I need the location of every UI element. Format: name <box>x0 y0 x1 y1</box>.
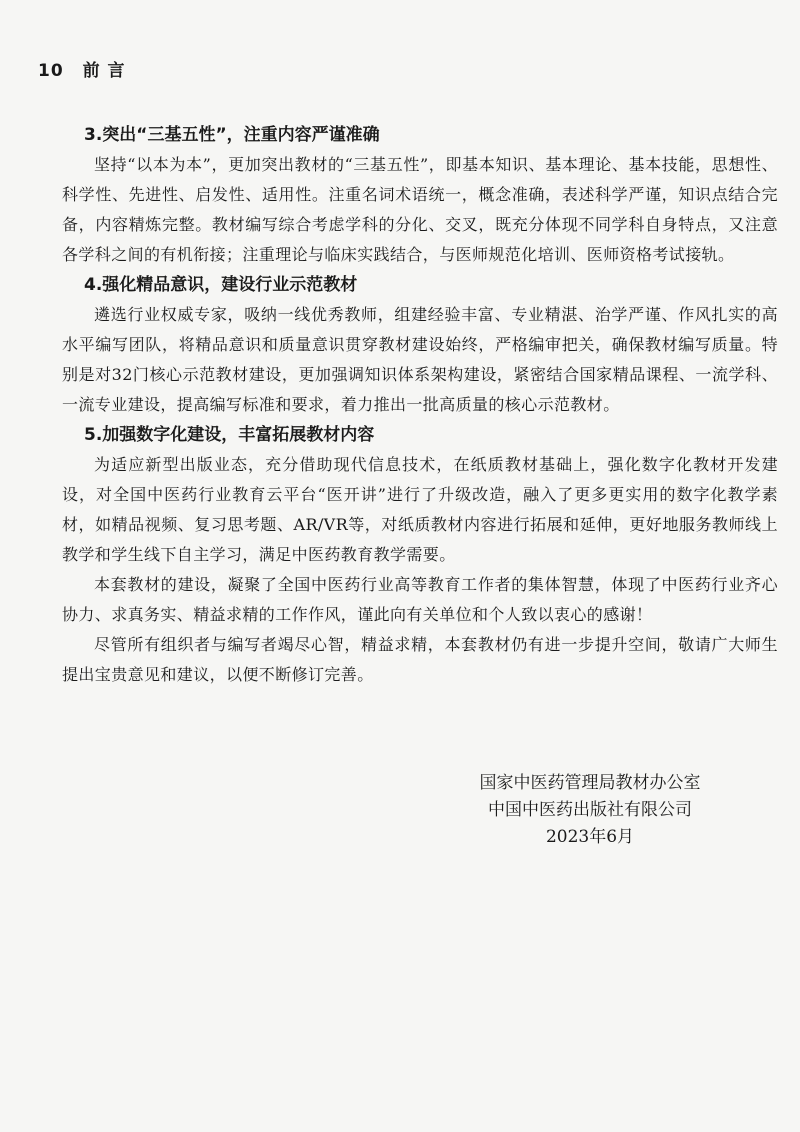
section-heading: 3.突出“三基五性”，注重内容严谨准确 <box>84 125 380 145</box>
paragraph: 尽管所有组织者与编写者竭尽心智，精益求精，本套教材仍有进一步提升空间，敬请广大师生提出宝贵意见和建议，以便不断修订完善。 <box>62 635 778 684</box>
signature-org-2: 中国中医药出版社有限公司 <box>488 800 692 820</box>
section-heading: 5.加强数字化建设，丰富拓展教材内容 <box>84 425 375 445</box>
page-header <box>38 56 126 81</box>
signature-date: 2023年6月 <box>545 827 635 847</box>
section-5 <box>62 420 778 690</box>
paragraph: 本套教材的建设，凝聚了全国中医药行业高等教育工作者的集体智慧，体现了中医药行业齐心协力、求真务实、精益求精的工作作风，谨此向有关单位和个人致以衷心的感谢！ <box>62 575 778 624</box>
paragraph: 遴选行业权威专家，吸纳一线优秀教师，组建经验丰富、专业精湛、治学严谨、作风扎实的高水平编写团队，将精品意识和质量意识贯穿教材建设始终，严格编审把关，确保教材编写质量。特别是对32门核心示范教材建设，更加强调知识体系架构建设，紧密结合国家精品课程、一流学科、一流专业建设，提高编写标准和要求，着力推出一批高质量的核心示范教材。 <box>62 305 778 414</box>
main-content <box>62 120 778 690</box>
signature-block <box>440 770 740 851</box>
paragraph: 坚持“以本为本”，更加突出教材的“三基五性”，即基本知识、基本理论、基本技能，思想性、科学性、先进性、启发性、适用性。注重名词术语统一，概念准确，表述科学严谨，知识点结合完备，内容精炼完整。教材编写综合考虑学科的分化、交叉，既充分体现不同学科自身特点，又注意各学科之间的有机衔接；注重理论与临床实践结合，与医师规范化培训、医师资格考试接轨。 <box>62 155 778 264</box>
section-4 <box>62 270 778 420</box>
paragraph: 为适应新型出版业态，充分借助现代信息技术，在纸质教材基础上，强化数字化教材开发建设，对全国中医药行业教育云平台“医开讲”进行了升级改造，融入了更多更实用的数字化教学素材，如精品视频、复习思考题、AR/VR等，对纸质教材内容进行拓展和延伸，更好地服务教师线上教学和学生线下自主学习，满足中医药教育教学需要。 <box>62 455 778 564</box>
section-3 <box>62 120 778 270</box>
section-heading: 4.强化精品意识，建设行业示范教材 <box>84 275 358 295</box>
signature-org-1: 国家中医药管理局教材办公室 <box>479 773 701 793</box>
running-title: 前 言 <box>82 61 126 81</box>
page-number: 10 <box>38 61 64 81</box>
